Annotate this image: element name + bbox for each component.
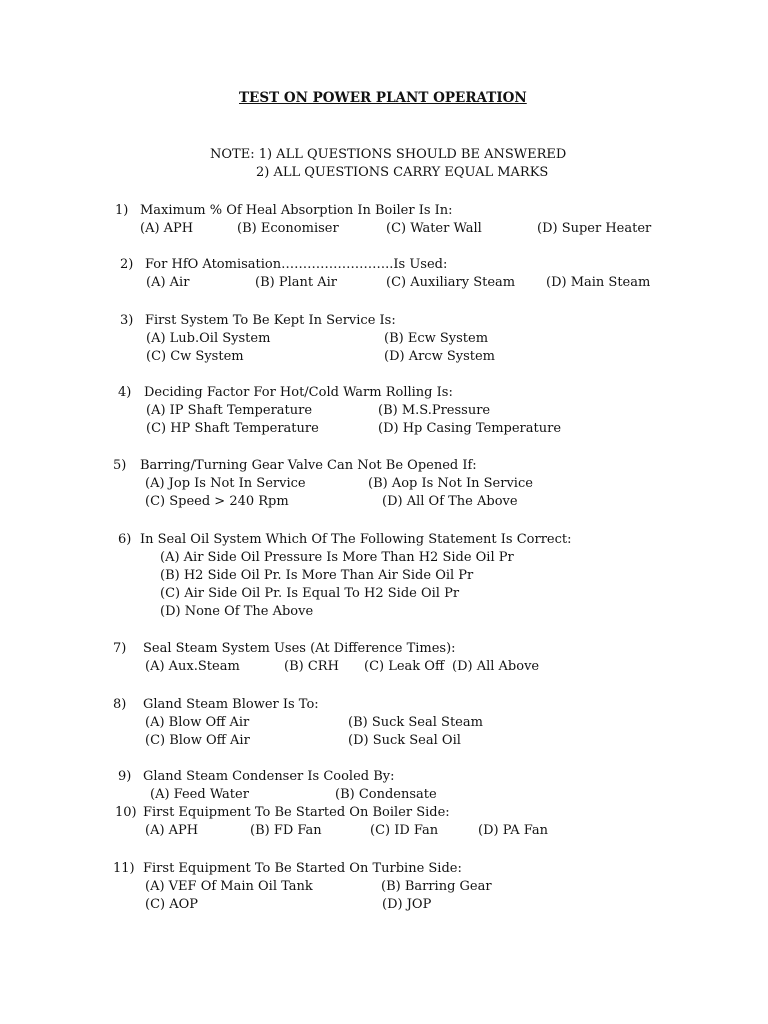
page-title: TEST ON POWER PLANT OPERATION [239, 90, 527, 106]
question-text: Seal Steam System Uses (At Difference Times): [143, 641, 456, 656]
option-c: (C) AOP [145, 897, 199, 912]
option-b: (B) Barring Gear [381, 879, 492, 894]
option-d: (D) JOP [382, 897, 432, 912]
option-a: (A) APH [140, 221, 194, 236]
question-number: 8) [113, 697, 127, 712]
question-text: Gland Steam Condenser Is Cooled By: [143, 769, 395, 784]
question-text: For HfO Atomisation……………………..Is Used: [145, 257, 448, 272]
option-c: (C) Water Wall [386, 221, 482, 236]
option-c: (C) Auxiliary Steam [386, 275, 516, 290]
option-b: (B) Condensate [335, 787, 437, 802]
option-c: (C) ID Fan [370, 823, 439, 838]
option-a: (A) Aux.Steam [145, 659, 240, 674]
question-text: First Equipment To Be Started On Boiler Side: [143, 805, 450, 820]
option-c: (C) Air Side Oil Pr. Is Equal To H2 Side Oil Pr [160, 586, 460, 601]
option-d: (D) Super Heater [537, 221, 652, 236]
option-b: (B) Suck Seal Steam [348, 715, 483, 730]
question-number: 9) [118, 769, 132, 784]
question-number: 3) [120, 313, 134, 328]
option-a: (A) APH [145, 823, 199, 838]
option-c: (C) Blow Off Air [145, 733, 250, 748]
question-text: First Equipment To Be Started On Turbine Side: [143, 861, 462, 876]
option-a: (A) Lub.Oil System [146, 331, 271, 346]
option-c: (C) Cw System [146, 349, 244, 364]
option-b: (B) M.S.Pressure [378, 403, 491, 418]
option-b: (B) Economiser [237, 221, 339, 236]
question-number: 11) [113, 861, 135, 876]
option-d: (D) Suck Seal Oil [348, 733, 461, 748]
question-text: First System To Be Kept In Service Is: [145, 313, 396, 328]
option-b: (B) FD Fan [250, 823, 322, 838]
option-c: (C) Speed > 240 Rpm [145, 494, 289, 509]
option-d: (D) Hp Casing Temperature [378, 421, 562, 436]
note-line-1: NOTE: 1) ALL QUESTIONS SHOULD BE ANSWERED [210, 147, 567, 162]
note-line-2: 2) ALL QUESTIONS CARRY EQUAL MARKS [256, 165, 549, 180]
option-c: (C) HP Shaft Temperature [146, 421, 319, 436]
option-b: (B) Plant Air [255, 275, 337, 290]
option-a: (A) IP Shaft Temperature [146, 403, 313, 418]
option-d: (D) None Of The Above [160, 604, 314, 619]
question-number: 1) [115, 203, 129, 218]
question-text: Gland Steam Blower Is To: [143, 697, 319, 712]
question-number: 5) [113, 458, 127, 473]
question-text: Barring/Turning Gear Valve Can Not Be Opened If: [140, 458, 477, 473]
question-text: Maximum % Of Heal Absorption In Boiler Is In: [140, 203, 453, 218]
option-a: (A) VEF Of Main Oil Tank [145, 879, 313, 894]
option-c: (C) Leak Off [364, 659, 445, 674]
option-a: (A) Jop Is Not In Service [145, 476, 306, 491]
question-text: In Seal Oil System Which Of The Following Statement Is Correct: [140, 532, 572, 547]
question-text: Deciding Factor For Hot/Cold Warm Rolling Is: [144, 385, 453, 400]
option-d: (D) All Above [452, 659, 540, 674]
option-a: (A) Blow Off Air [145, 715, 250, 730]
option-d: (D) Arcw System [384, 349, 496, 364]
option-a: (A) Air [146, 275, 190, 290]
question-number: 2) [120, 257, 134, 272]
question-number: 7) [113, 641, 127, 656]
option-d: (D) All Of The Above [382, 494, 518, 509]
option-b: (B) Aop Is Not In Service [368, 476, 533, 491]
option-a: (A) Air Side Oil Pressure Is More Than H2 Side Oil Pr [160, 550, 514, 565]
option-d: (D) PA Fan [478, 823, 549, 838]
option-b: (B) CRH [284, 659, 339, 674]
option-b: (B) H2 Side Oil Pr. Is More Than Air Side Oil Pr [160, 568, 474, 583]
question-number: 6) [118, 532, 132, 547]
option-d: (D) Main Steam [546, 275, 651, 290]
question-number: 4) [118, 385, 132, 400]
option-a: (A) Feed Water [150, 787, 249, 802]
option-b: (B) Ecw System [384, 331, 489, 346]
question-number: 10) [115, 805, 137, 820]
